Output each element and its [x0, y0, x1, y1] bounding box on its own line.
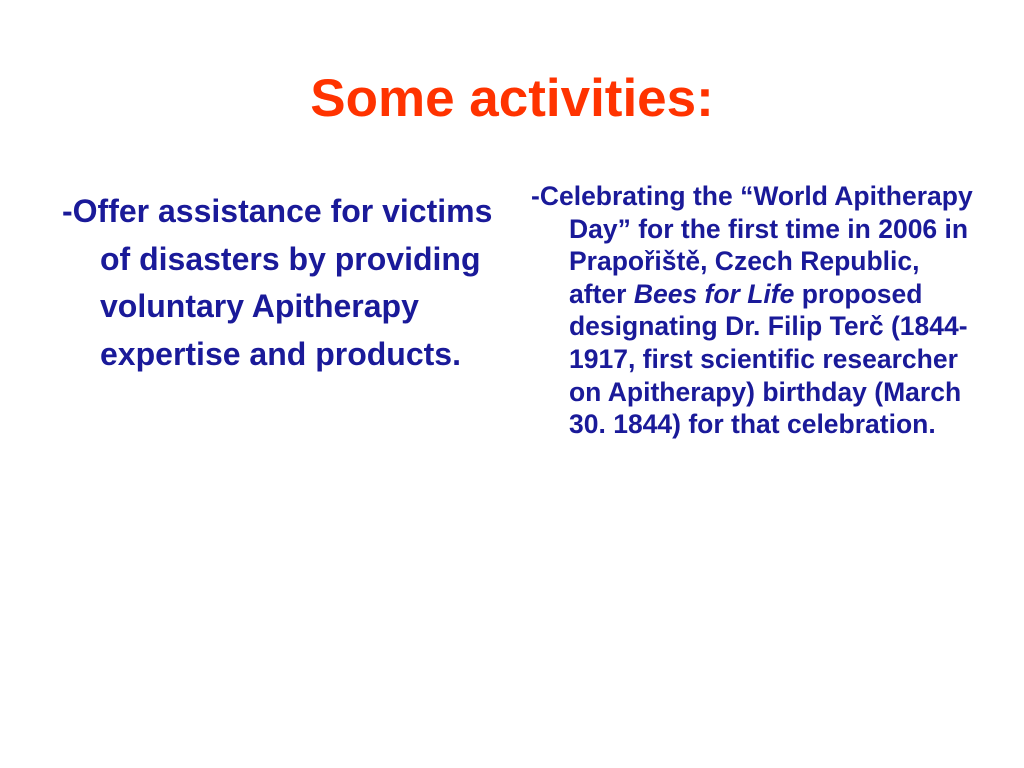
- slide-title: Some activities:: [310, 69, 714, 128]
- right-bullet-text-end: proposed designating Dr. Filip Terč (1844-1917, first scientific researcher on Apitherapy) birthday (March 30. 1844) for that celebration.: [569, 278, 968, 440]
- left-bullet-text: -Offer assistance for victims of disasters by providing voluntary Apitherapy expertise and products.: [62, 193, 493, 372]
- right-bullet-text-start: -Celebrating the “World Apitherapy Day” for the first time in 2006 in Prapořiště, Czech Republic, after: [531, 181, 973, 309]
- right-bullet-text: [531, 180, 976, 441]
- left-column: [62, 188, 530, 378]
- bees-for-life-italic: Bees for Life: [633, 278, 795, 309]
- right-column: [531, 180, 976, 441]
